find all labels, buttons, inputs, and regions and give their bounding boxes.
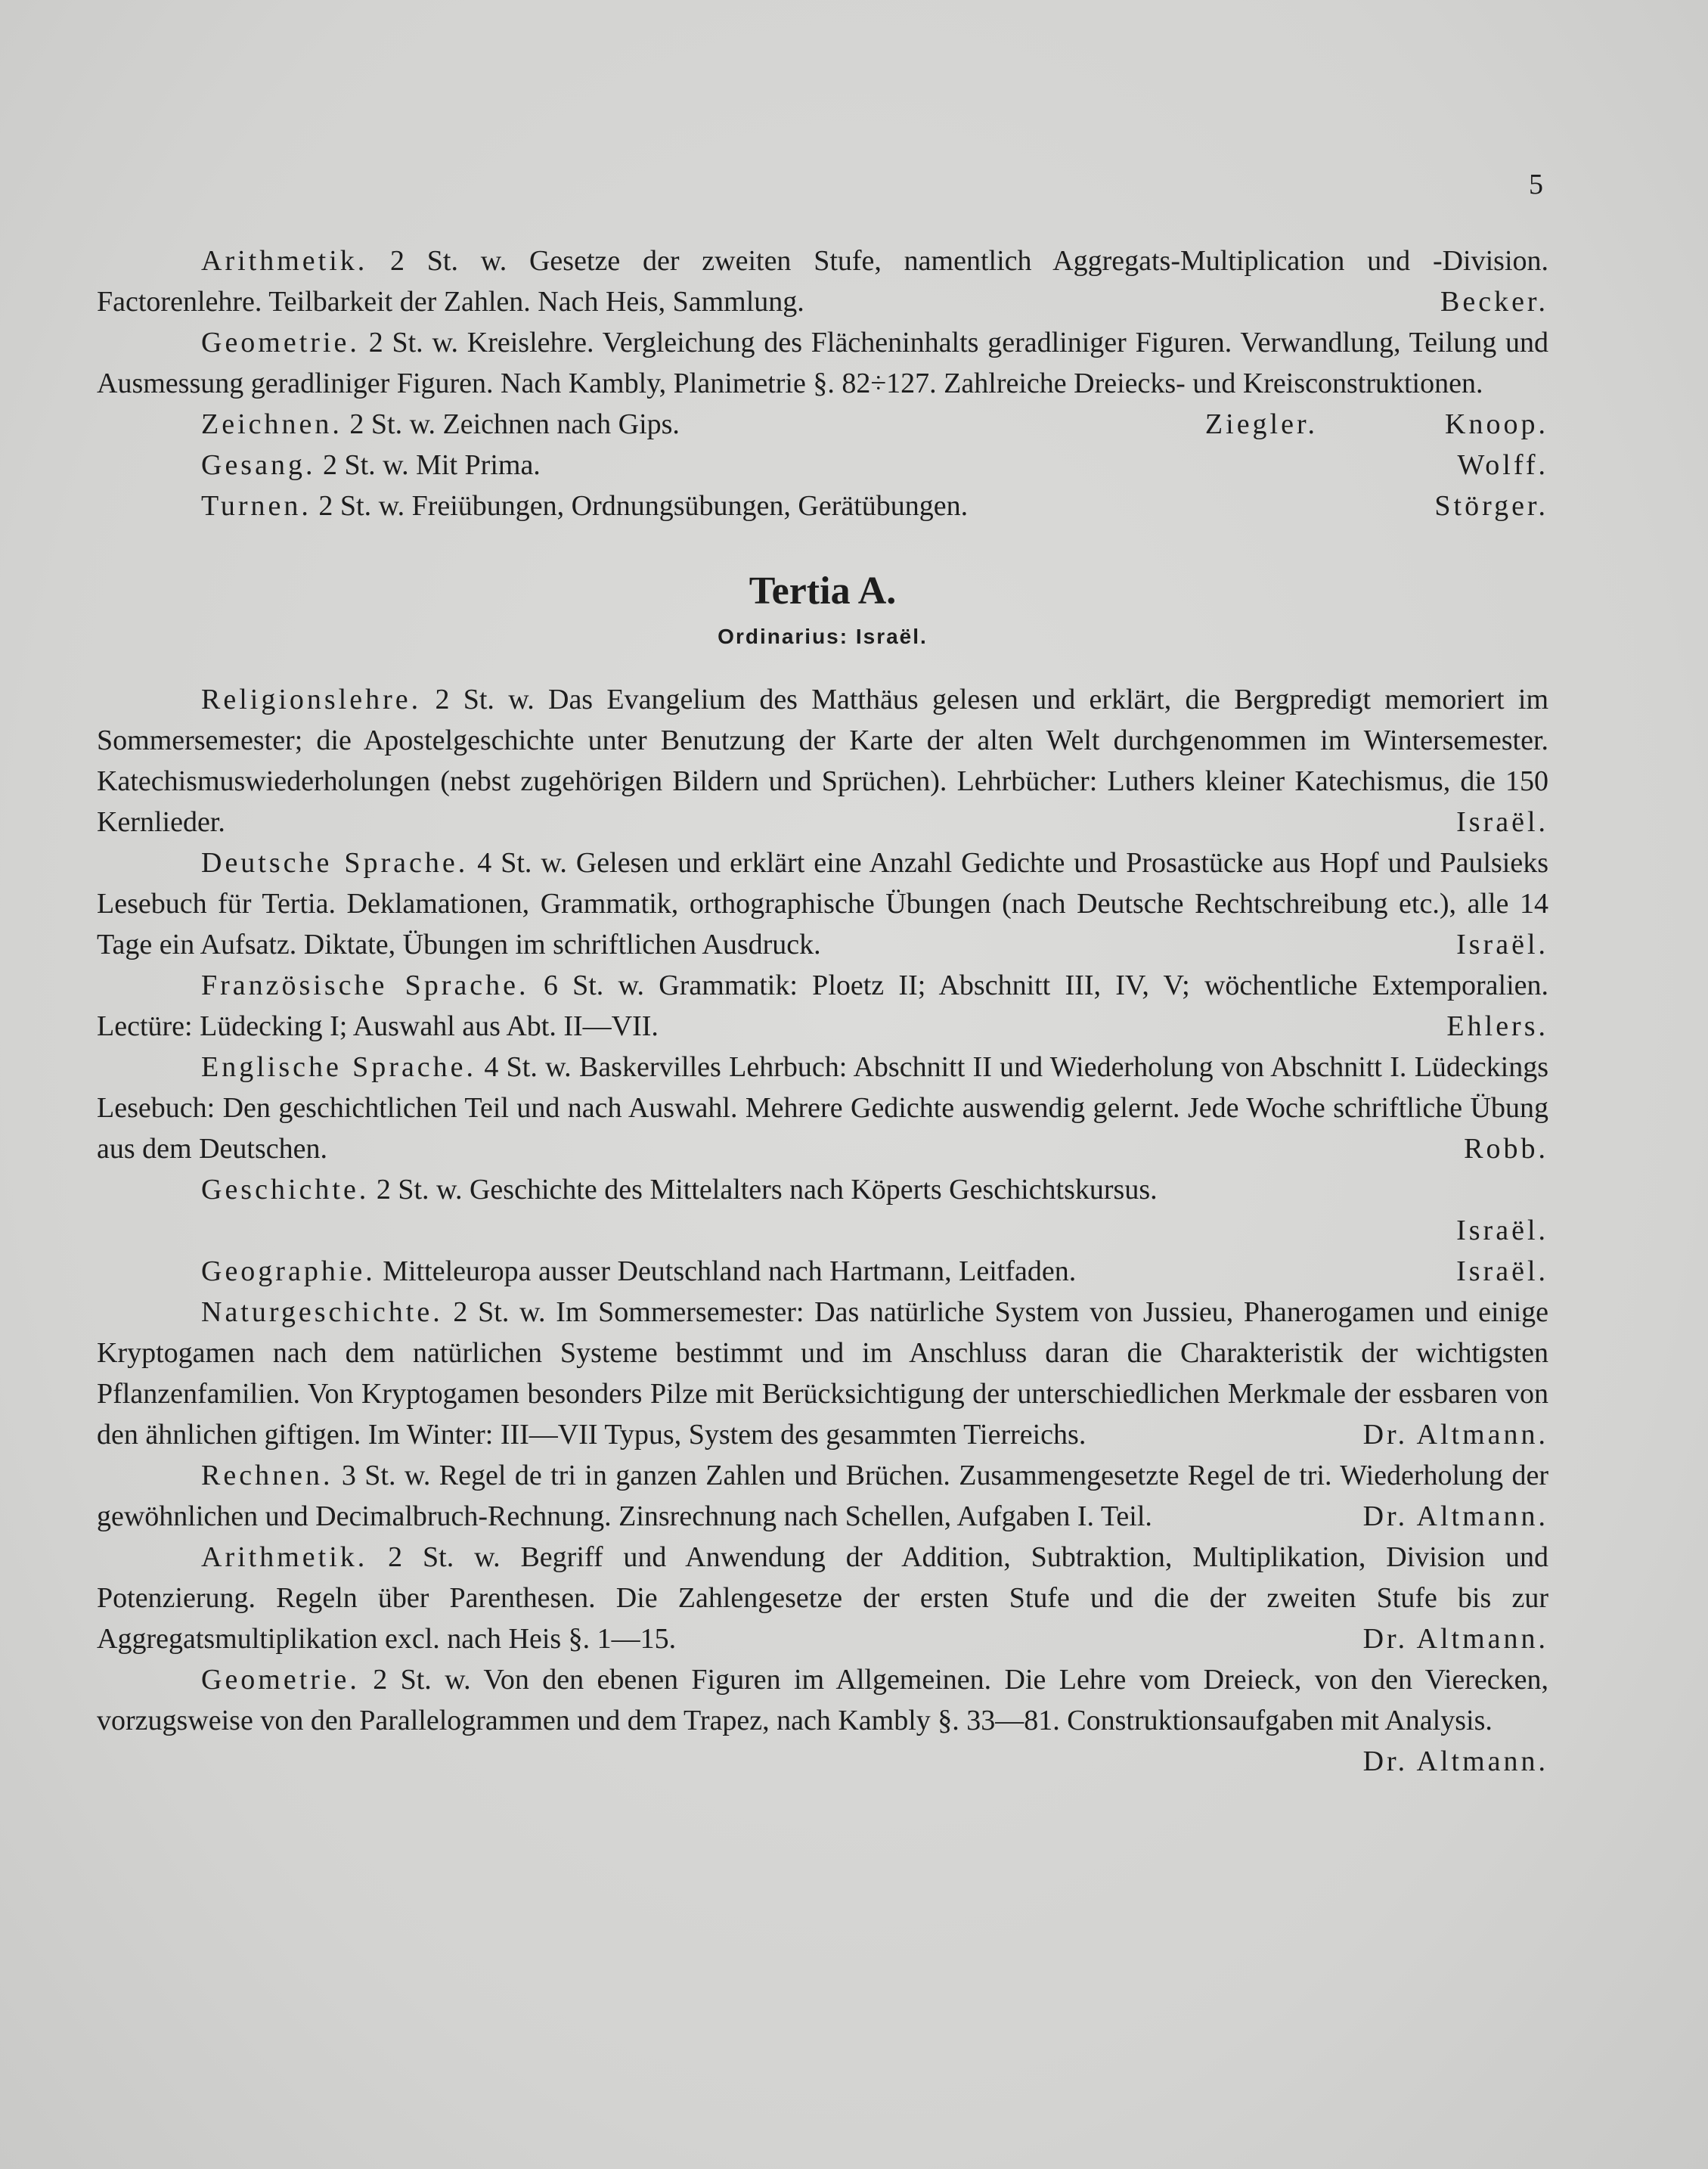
subject-name: Zeichnen.: [201, 408, 343, 440]
curriculum-entry-turnen: [97, 486, 1548, 526]
entry-text: 2 St. w. Von den ebenen Figuren im Allgemeinen. Die Lehre vom Dreieck, von den Vierecken, vorzugsweise von den Parallelogrammen und dem Trapez, nach Kambly §. 33—81. Construktionsaufgaben mit Analysis.: [97, 1664, 1548, 1736]
entry-text: 2 St. w. Begriff und Anwendung der Addition, Subtraktion, Multiplikation, Division und Potenzierung. Regeln über Parenthesen. Die Zahlengesetze der ersten Stufe und die der zweiten Stufe bis zur Aggregatsmultiplikation excl. nach Heis §. 1—15.: [97, 1541, 1549, 1655]
teacher-name: Dr. Altmann.: [1362, 1623, 1548, 1655]
subject-name: Deutsche Sprache.: [201, 847, 469, 879]
section-title: Tertia A.: [749, 569, 897, 613]
teacher-name: Becker.: [1440, 286, 1548, 318]
entry-text: 2 St. w. Das Evangelium des Matthäus gelesen und erklärt, die Bergpredigt memoriert im Sommersemester; die Apostelgeschichte unter Benutzung der Karte der alten Welt durchgenommen im Wintersemester. Katechismuswiederholungen (nebst zugehörigen Bildern und Sprüchen). Lehrbücher: Luthers kleiner Katechismus, die 150 Kernlieder.: [97, 684, 1549, 838]
curriculum-entry-religionslehre: [97, 679, 1548, 842]
curriculum-entry-deutsche-sprache: [97, 842, 1548, 965]
teacher-name: Wolff.: [1457, 449, 1548, 481]
teacher-name: Robb.: [1464, 1133, 1548, 1165]
subject-name: Arithmetik.: [201, 245, 368, 277]
subject-name: Englische Sprache.: [201, 1051, 477, 1083]
entry-text: 2 St. w. Gesetze der zweiten Stufe, namentlich Aggregats-Multiplication und -Division. Factorenlehre. Teilbarkeit der Zahlen. Nach Heis, Sammlung.: [97, 245, 1548, 318]
teacher-name: Israël.: [1456, 1255, 1548, 1287]
subject-name: Rechnen.: [201, 1460, 333, 1491]
curriculum-entry-arithmetik: [97, 240, 1548, 322]
teacher-name: Israël.: [1456, 1215, 1548, 1246]
curriculum-entry-geographie: [97, 1251, 1548, 1292]
subject-name: Französische Sprache.: [201, 970, 529, 1001]
section-subtitle: Ordinarius: Israël.: [718, 625, 928, 648]
teacher-name: Dr. Altmann.: [1362, 1500, 1548, 1532]
subject-name: Geographie.: [201, 1255, 376, 1287]
entry-text: 2 St. w. Freiübungen, Ordnungsübungen, Gerätübungen.: [318, 490, 969, 522]
curriculum-entry-rechnen: [97, 1455, 1548, 1537]
curriculum-entry-zeichnen: [97, 404, 1548, 445]
teacher-name: Ehlers.: [1446, 1010, 1548, 1042]
subject-name: Gesang.: [201, 449, 316, 481]
entry-text: 4 St. w. Gelesen und erklärt eine Anzahl Gedichte und Prosastücke aus Hopf und Paulsieks Lesebuch für Tertia. Deklamationen, Grammatik, orthographische Übungen (nach Deutsche Rechtschreibung etc.), alle 14 Tage ein Aufsatz. Diktate, Übungen im schriftlichen Ausdruck.: [97, 847, 1548, 960]
teacher-name: Israël.: [1456, 929, 1548, 960]
page-number: 5: [1529, 169, 1543, 200]
entry-text: 2 St. w. Geschichte des Mittelalters nach Köperts Geschichtskursus.: [376, 1174, 1158, 1206]
curriculum-entry-franzoesische-sprache: [97, 965, 1548, 1047]
subject-name: Geschichte.: [201, 1174, 370, 1206]
entry-text: 3 St. w. Regel de tri in ganzen Zahlen und Brüchen. Zusammengesetzte Regel de tri. Wiederholung der gewöhnlichen und Decimalbruch-Rechnung. Zinsrechnung nach Schellen, Aufgaben I. Teil.: [97, 1460, 1549, 1532]
entry-text: 2 St. w. Kreislehre. Vergleichung des Flächeninhalts geradliniger Figuren. Verwandlung, Teilung und Ausmessung geradliniger Figuren. Nach Kambly, Planimetrie §. 82÷127. Zahlreiche Dreiecks- und Kreisconstruktionen.: [97, 327, 1549, 399]
curriculum-entry-naturgeschichte: [97, 1292, 1548, 1455]
subject-name: Religionslehre.: [201, 684, 422, 715]
teacher-name: Ziegler.: [1204, 408, 1319, 440]
teacher-name: Dr. Altmann.: [1362, 1419, 1548, 1451]
subject-name: Geometrie.: [201, 1664, 360, 1696]
entry-text: 2 St. w. Zeichnen nach Gips.: [349, 408, 680, 440]
subject-name: Arithmetik.: [201, 1541, 368, 1573]
curriculum-entry-gesang: [97, 445, 1548, 486]
entry-text: 2 St. w. Im Sommersemester: Das natürliche System von Jussieu, Phanerogamen und einige Kryptogamen nach dem natürlichen Systeme bestimmt und im Anschluss daran die Charakteristik der wichtigsten Pflanzenfamilien. Von Kryptogamen besonders Pilze mit Berücksichtigung der unterschiedlichen Merkmale der essbaren von den ähnlichen giftigen. Im Winter: III—VII Typus, System des gesammten Tierreichs.: [97, 1296, 1548, 1451]
teacher-name: Israël.: [1456, 806, 1548, 838]
curriculum-entry-englische-sprache: [97, 1047, 1548, 1169]
teacher-name: Dr. Altmann.: [1362, 1745, 1548, 1777]
entry-text: Mitteleuropa ausser Deutschland nach Hartmann, Leitfaden.: [383, 1255, 1077, 1287]
curriculum-entry-arithmetik-tertia: [97, 1537, 1548, 1659]
curriculum-entry-geschichte: [97, 1169, 1548, 1251]
entry-text: 6 St. w. Grammatik: Ploetz II; Abschnitt III, IV, V; wöchentliche Extemporalien. Lectüre: Lüdecking I; Auswahl aus Abt. II—VII.: [97, 970, 1549, 1042]
curriculum-entry-geometrie-tertia: [97, 1659, 1548, 1777]
page-body: [97, 240, 1548, 1782]
teacher-name: Knoop.: [1445, 408, 1548, 440]
subject-name: Geometrie.: [201, 327, 360, 358]
subject-name: Naturgeschichte.: [201, 1296, 443, 1328]
subject-name: Turnen.: [201, 490, 312, 522]
teacher-name: Störger.: [1434, 490, 1548, 522]
entry-text: 2 St. w. Mit Prima.: [322, 449, 541, 481]
entry-text: 4 St. w. Baskervilles Lehrbuch: Abschnitt II und Wiederholung von Abschnitt I. Lüdeckings Lesebuch: Den geschichtlichen Teil und nach Auswahl. Mehrere Gedichte auswendig gelernt. Jede Woche schriftliche Übung aus dem Deutschen.: [97, 1051, 1548, 1165]
